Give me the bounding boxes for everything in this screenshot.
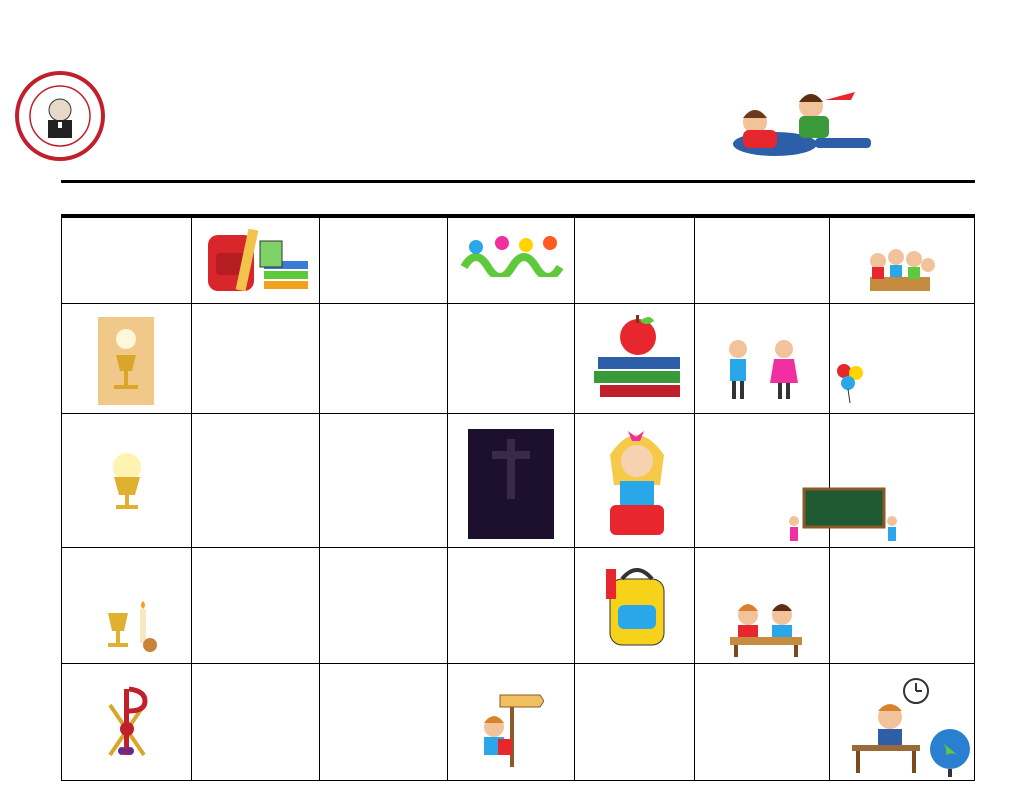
apple-books-picture bbox=[592, 313, 686, 405]
ash-wednesday-picture bbox=[468, 429, 554, 539]
left-heart-border bbox=[12, 176, 52, 788]
school-supplies-picture bbox=[202, 225, 314, 297]
backpack-picture bbox=[602, 565, 672, 649]
recitation-contest-picture bbox=[782, 485, 902, 545]
schoolgirl-picture bbox=[602, 425, 672, 541]
student-with-globe-picture bbox=[846, 675, 972, 779]
children-group-picture bbox=[862, 243, 938, 295]
chalice-picture bbox=[92, 447, 162, 517]
chi-rho-picture bbox=[102, 685, 152, 761]
calendar-grid bbox=[61, 214, 975, 781]
school-logo bbox=[14, 70, 106, 162]
kids-with-backpacks-picture bbox=[712, 335, 812, 405]
polska-szkola-banner bbox=[578, 693, 826, 777]
kids-at-desk-picture bbox=[726, 599, 806, 659]
worms-picture bbox=[460, 227, 566, 277]
right-heart-border bbox=[974, 132, 1018, 788]
mass-picture bbox=[96, 601, 160, 655]
reading-kids-illustration bbox=[715, 88, 880, 168]
calendar bbox=[61, 180, 975, 780]
weekday-header bbox=[61, 180, 975, 218]
balloons-picture bbox=[834, 361, 866, 405]
to-school-picture bbox=[470, 691, 544, 771]
communion-picture bbox=[98, 317, 154, 405]
top-heart-border bbox=[6, 18, 981, 58]
